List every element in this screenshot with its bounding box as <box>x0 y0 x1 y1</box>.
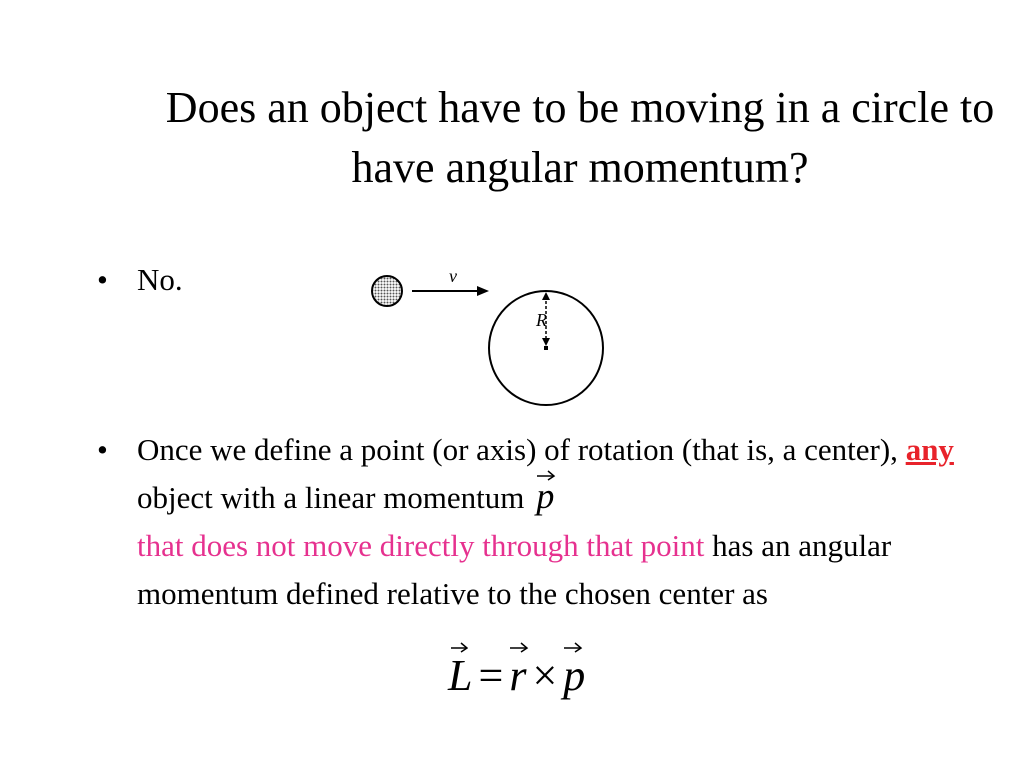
momentum-symbol: p <box>536 476 555 516</box>
velocity-label: v <box>449 266 457 286</box>
momentum-vector-symbol <box>536 476 555 516</box>
pink-condition-text: that does not move directly through that point <box>137 528 705 563</box>
radius-label: R <box>536 310 547 330</box>
vector-arrow-icon <box>448 640 468 654</box>
center-point <box>544 346 548 350</box>
vector-arrow-icon <box>536 467 556 481</box>
bullet-text-definition <box>137 426 977 618</box>
eq-p <box>563 650 585 702</box>
eq-L-symbol: L <box>448 651 473 700</box>
definition-text-part3: has an angular momentum defined relative to the chosen center as <box>137 528 892 611</box>
definition-text-part2: object with a linear momentum <box>137 480 525 515</box>
slide-title: Does an object have to be moving in a circle to have angular momentum? <box>165 83 995 192</box>
eq-L <box>448 650 472 702</box>
bullet-marker: • <box>97 432 108 467</box>
bullet-text-no: No. <box>137 262 183 297</box>
motion-diagram <box>365 262 615 412</box>
eq-p-symbol: p <box>563 651 586 700</box>
radius-arrow-bottom <box>542 338 550 346</box>
vector-arrow-icon <box>509 640 529 654</box>
eq-times: × <box>532 651 558 700</box>
definition-text-part1: Once we define a point (or axis) of rotation (that is, a center), <box>137 432 906 467</box>
eq-equals: = <box>478 651 504 700</box>
eq-r <box>509 650 526 702</box>
eq-r-symbol: r <box>509 651 527 700</box>
bullet-marker: • <box>97 262 108 297</box>
angular-momentum-equation <box>448 650 585 702</box>
any-emphasis: any <box>905 432 954 467</box>
radius-arrow-top <box>542 292 550 300</box>
moving-object <box>372 276 402 306</box>
vector-arrow-icon <box>563 640 583 654</box>
velocity-arrowhead <box>477 286 489 296</box>
